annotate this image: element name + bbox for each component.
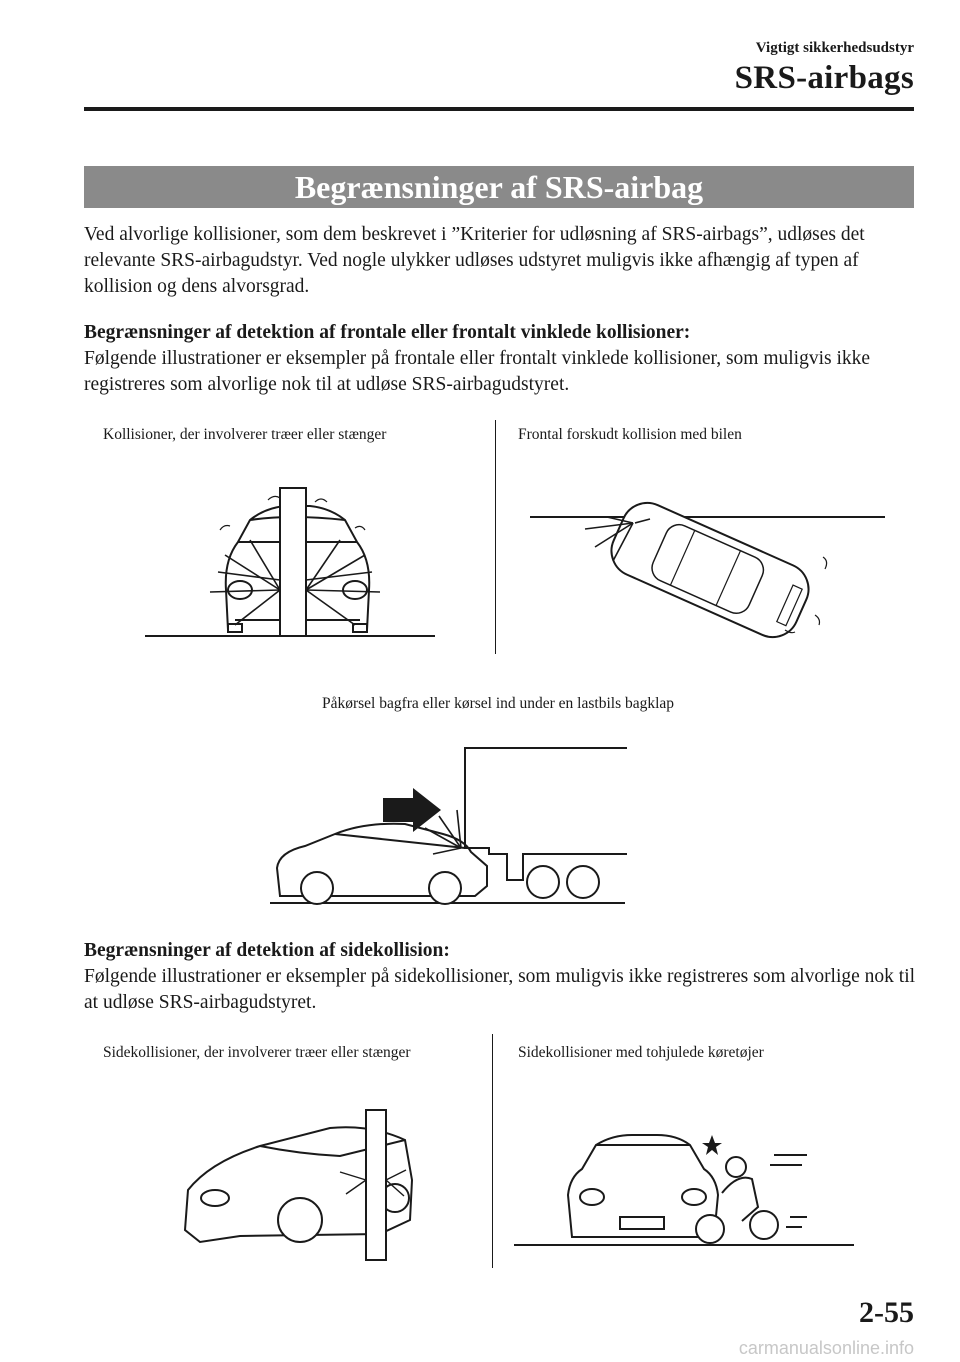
frontal-section [84, 320, 924, 398]
section-banner: Begrænsninger af SRS-airbag [84, 166, 914, 208]
side-section [84, 938, 924, 1016]
page-title: SRS-airbags [734, 60, 914, 96]
caption-underride: Påkørsel bagfra eller kørsel ind under en lastbils bagklap [321, 695, 675, 712]
header-rule [84, 107, 914, 111]
motorcycle-collision-illustration [512, 1125, 857, 1250]
figure-divider [495, 420, 496, 654]
caption-tree-collision: Kollisioner, der involverer træer eller stænger [103, 426, 387, 443]
frontal-text: Følgende illustrationer er eksempler på frontale eller frontalt vinklede kollisioner, som muligvis ikke registreres som alvorlige nok til at udløse SRS-airbagudstyret. [84, 348, 871, 395]
side-text: Følgende illustrationer er eksempler på sidekollisioner, som muligvis ikke registreres som alvorlige nok til at udløse SRS-airbagudstyret. [84, 966, 916, 1013]
page-number: 2-55 [859, 1296, 914, 1329]
caption-two-wheel-collision: Sidekollisioner med tohjulede køretøjer [518, 1044, 764, 1061]
intro-paragraph: Ved alvorlige kollisioner, som dem beskrevet i ”Kriterier for udløsning af SRS-airbags”, udløses det relevante SRS-airbagudstyr. Ved nogle ulykker udløses udstyret muligvis ikke afhængig af typen af kollision og dens alvorsgrad. [84, 224, 865, 297]
truck-underride-illustration [265, 740, 635, 910]
pole-front-collision-illustration [140, 480, 440, 645]
caption-offset-collision: Frontal forskudt kollision med bilen [518, 426, 742, 443]
offset-collision-illustration [525, 495, 895, 645]
section-label: Vigtigt sikkerhedsudstyr [755, 40, 914, 56]
watermark: carmanualsonline.info [738, 1338, 914, 1358]
figure-divider-2 [492, 1034, 493, 1268]
side-pole-collision-illustration [180, 1110, 420, 1260]
frontal-heading: Begrænsninger af detektion af frontale eller frontalt vinklede kollisioner: [84, 322, 691, 343]
caption-side-tree-collision: Sidekollisioner, der involverer træer eller stænger [103, 1044, 411, 1061]
side-heading: Begrænsninger af detektion af sidekollision: [84, 940, 450, 961]
